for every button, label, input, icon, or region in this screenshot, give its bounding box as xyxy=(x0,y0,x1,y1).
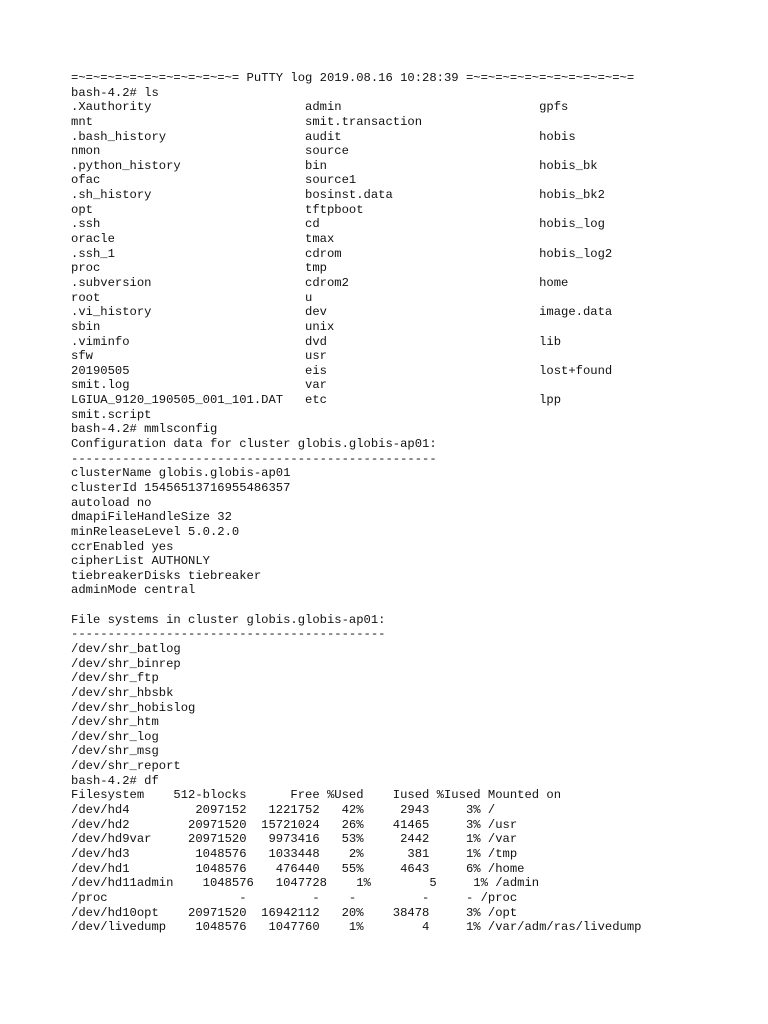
filesystem-entry: /dev/shr_ftp xyxy=(71,671,159,686)
df-row: /dev/hd9var 20971520 9973416 53% 2442 1% /var xyxy=(71,832,518,847)
filesystem-entry: /dev/shr_batlog xyxy=(71,641,181,656)
filesystem-entry: /dev/shr_htm xyxy=(71,715,159,730)
ls-output-line: root u xyxy=(71,290,313,305)
ls-output-line: .vi_history dev image.data xyxy=(71,305,613,320)
ls-output-line: proc tmp xyxy=(71,261,327,276)
config-entry: ccrEnabled yes xyxy=(71,539,174,554)
df-row: /dev/hd2 20971520 15721024 26% 41465 3% /usr xyxy=(71,817,518,832)
df-row: /dev/hd3 1048576 1033448 2% 381 1% /tmp xyxy=(71,846,518,861)
ls-output-line: .subversion cdrom2 home xyxy=(71,275,569,290)
filesystem-entry: /dev/shr_log xyxy=(71,729,159,744)
ls-output-line: smit.script xyxy=(71,407,152,422)
config-entry: tiebreakerDisks tiebreaker xyxy=(71,568,262,583)
ls-output-line: sbin unix xyxy=(71,319,335,334)
ls-output-line: .python_history bin hobis_bk xyxy=(71,158,598,173)
ls-output-line: .Xauthority admin gpfs xyxy=(71,100,569,115)
filesystem-entry: /dev/shr_hbsbk xyxy=(71,685,174,700)
config-entry: clusterId 15456513716955486357 xyxy=(71,480,291,495)
filesystem-entry: /dev/shr_msg xyxy=(71,744,159,759)
ls-output-line: .ssh_1 cdrom hobis_log2 xyxy=(71,246,613,261)
config-entry: autoload no xyxy=(71,495,152,510)
df-row: /dev/hd1 1048576 476440 55% 4643 6% /home xyxy=(71,861,525,876)
df-row: /dev/hd10opt 20971520 16942112 20% 38478 3% /opt xyxy=(71,905,518,920)
ls-output-line: ofac source1 xyxy=(71,173,357,188)
ls-output-line: nmon source xyxy=(71,144,349,159)
ls-output-line: .sh_history bosinst.data hobis_bk2 xyxy=(71,188,605,203)
putty-log-document xyxy=(71,71,751,935)
ls-output-line: oracle tmax xyxy=(71,232,335,247)
config-entry: dmapiFileHandleSize 32 xyxy=(71,510,232,525)
ls-output-line: .ssh cd hobis_log xyxy=(71,217,605,232)
blank-line xyxy=(71,598,751,613)
ls-output-line: 20190505 eis lost+found xyxy=(71,363,613,378)
ls-output-line: .bash_history audit hobis xyxy=(71,129,576,144)
config-entry: clusterName globis.globis-ap01 xyxy=(71,466,291,481)
config-entry: cipherList AUTHONLY xyxy=(71,554,210,569)
df-row: /dev/hd11admin 1048576 1047728 1% 5 1% /admin xyxy=(71,876,540,891)
config-heading: Configuration data for cluster globis.globis-ap01: xyxy=(71,437,437,452)
df-row: /dev/livedump 1048576 1047760 1% 4 1% /var/adm/ras/livedump xyxy=(71,920,642,935)
config-separator: -------------------------------------------------- xyxy=(71,451,437,466)
ls-output-line: LGIUA_9120_190505_001_101.DAT etc lpp xyxy=(71,393,562,408)
shell-prompt-ls: bash-4.2# ls xyxy=(71,85,159,100)
df-row: /proc - - - - - /proc xyxy=(71,890,518,905)
config-entry: minReleaseLevel 5.0.2.0 xyxy=(71,524,240,539)
shell-prompt-mmlsconfig: bash-4.2# mmlsconfig xyxy=(71,422,218,437)
log-header-line: =~=~=~=~=~=~=~=~=~=~=~= PuTTY log 2019.08.16 10:28:39 =~=~=~=~=~=~=~=~=~=~=~= xyxy=(71,71,635,85)
df-row: /dev/hd4 2097152 1221752 42% 2943 3% / xyxy=(71,803,496,818)
filesystem-entry: /dev/shr_report xyxy=(71,759,181,774)
ls-output-line: mnt smit.transaction xyxy=(71,114,423,129)
filesystems-separator: ------------------------------------------- xyxy=(71,627,386,642)
df-header-row: Filesystem 512-blocks Free %Used Iused %Iused Mounted on xyxy=(71,788,562,803)
config-entry: adminMode central xyxy=(71,583,196,598)
shell-prompt-df: bash-4.2# df xyxy=(71,773,159,788)
filesystems-heading: File systems in cluster globis.globis-ap01: xyxy=(71,612,386,627)
filesystem-entry: /dev/shr_hobislog xyxy=(71,700,196,715)
ls-output-line: sfw usr xyxy=(71,349,327,364)
ls-output-line: .viminfo dvd lib xyxy=(71,334,562,349)
filesystem-entry: /dev/shr_binrep xyxy=(71,656,181,671)
ls-output-line: smit.log var xyxy=(71,378,327,393)
ls-output-line: opt tftpboot xyxy=(71,202,364,217)
